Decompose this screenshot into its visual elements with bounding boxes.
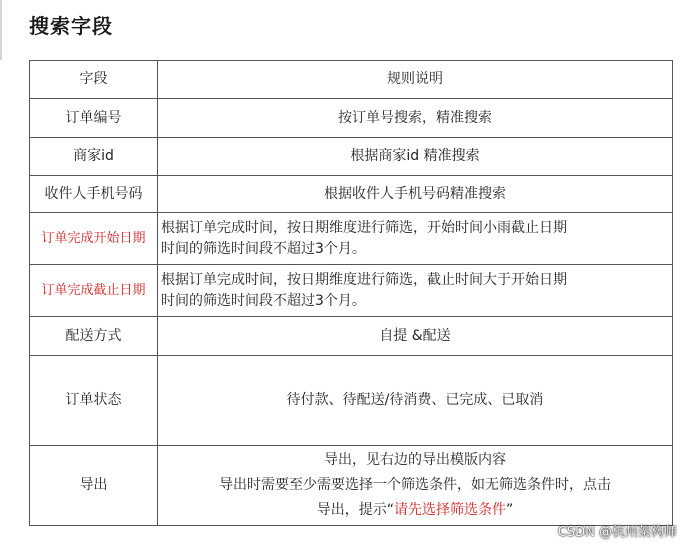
field-cell: 导出 (30, 446, 158, 526)
rule-cell (158, 446, 673, 526)
field-cell: 收件人手机号码 (30, 176, 158, 213)
highlighted-prompt: 请先选择筛选条件 (394, 502, 506, 518)
table-row (30, 176, 673, 213)
field-cell-highlighted: 订单完成开始日期 (30, 213, 158, 265)
header-rule: 规则说明 (158, 61, 673, 99)
rule-cell: 按订单号搜索，精准搜索 (158, 99, 673, 138)
rule-suffix: ” (506, 502, 514, 518)
rule-line (158, 498, 672, 523)
table-row (30, 356, 673, 446)
left-edge-rule (0, 0, 2, 60)
watermark: CSDN @杭州架构师 (557, 525, 677, 540)
page-title: 搜索字段 (29, 14, 113, 38)
rule-line: 导出，见右边的导出模版内容 (324, 452, 506, 468)
table-header-row (30, 61, 673, 99)
rule-cell (158, 265, 673, 317)
rule-line: 导出时需要至少需要选择一个筛选条件，如无筛选条件时，点击 (219, 477, 611, 493)
rule-cell: 自提 &配送 (158, 317, 673, 356)
table-row (30, 213, 673, 265)
field-cell: 订单编号 (30, 99, 158, 138)
field-cell: 订单状态 (30, 356, 158, 446)
rule-cell: 待付款、待配送/待消费、已完成、已取消 (158, 356, 673, 446)
table-row (30, 265, 673, 317)
rule-line: 根据订单完成时间，按日期维度进行筛选，截止时间大于开始日期 (161, 271, 567, 288)
table-row (30, 317, 673, 356)
table-row (30, 446, 673, 526)
rule-line: 时间的筛选时间段不超过3个月。 (161, 240, 366, 257)
rule-cell: 根据商家id 精准搜索 (158, 138, 673, 176)
rule-cell (158, 213, 673, 265)
table-row (30, 99, 673, 138)
search-fields-table (29, 60, 673, 526)
rule-cell: 根据收件人手机号码精准搜索 (158, 176, 673, 213)
rule-line: 根据订单完成时间，按日期维度进行筛选，开始时间小雨截止日期 (161, 219, 567, 236)
field-cell: 配送方式 (30, 317, 158, 356)
table-row (30, 138, 673, 176)
rule-prefix: 导出，提示“ (316, 502, 394, 518)
field-cell: 商家id (30, 138, 158, 176)
rule-line: 时间的筛选时间段不超过3个月。 (161, 292, 366, 309)
field-cell-highlighted: 订单完成截止日期 (30, 265, 158, 317)
header-field: 字段 (30, 61, 158, 99)
